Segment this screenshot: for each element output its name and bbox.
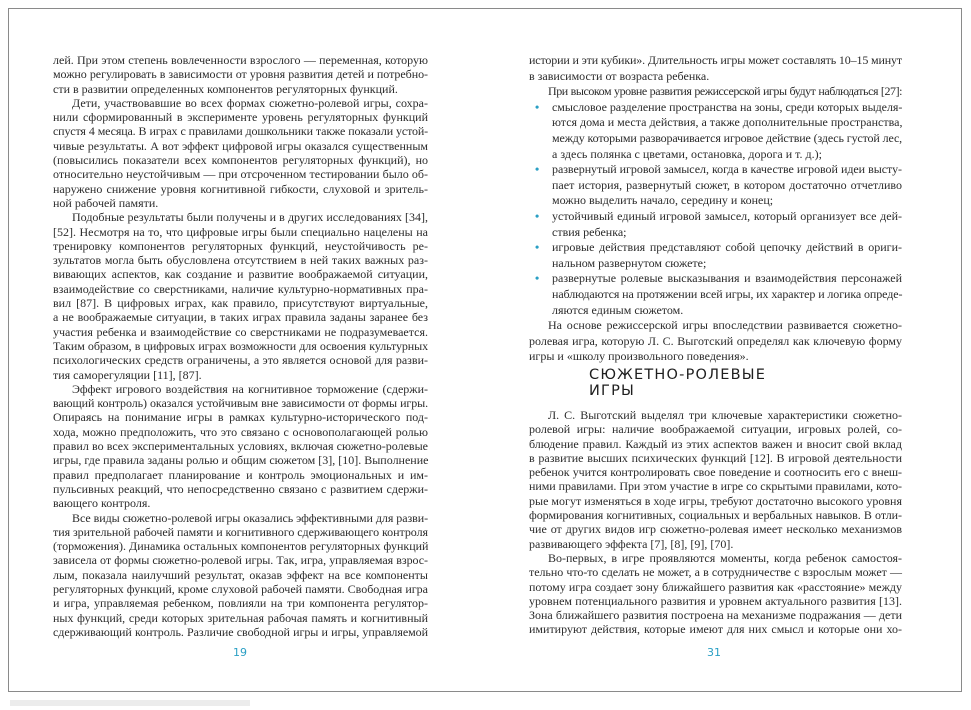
right-page-top-text [529, 53, 902, 365]
bullet-list [529, 100, 902, 318]
text-line: (повысились показатели всех компонентов регуляторных функций), но [53, 153, 428, 168]
text-line: игры и «школу произвольного поведения». [529, 349, 749, 364]
bullet-icon: • [535, 162, 540, 177]
text-line: рые могут изменяться в ходе игры, требуют достаточно высокого уровня [529, 493, 902, 508]
text-line: чие от других видов игр сюжетно-ролевая имеет несколько механизмов [529, 522, 902, 537]
section-heading [589, 367, 766, 399]
section-heading-line: СЮЖЕТНО-РОЛЕВЫЕ [589, 367, 767, 383]
text-line: вил [87]. В цифровых играх, как правило, присутствуют виртуальные, [53, 296, 428, 311]
text-line: вающий контроль) оказался устойчивым вне зависимости от формы игры. [53, 396, 428, 411]
text-line: хода, можно предположить, что это связано с основополагающей ролью [53, 424, 428, 439]
text-line: Подобные результаты были получены и в других исследованиях [34], [72, 210, 428, 225]
text-line: тренировку компонентов регуляторных функций, неустойчивость ре- [53, 238, 428, 253]
paragraph [529, 53, 902, 84]
text-line: пульсивных реакций, что непосредственно связано с развитием сдержи- [53, 481, 428, 496]
text-line: истории и эти кубики». Длительность игры может составлять 10–15 минут [529, 53, 902, 67]
page-number-right: 31 [707, 646, 721, 659]
text-line: Эффект игрового воздействия на когнитивное торможение (сдержи- [72, 381, 428, 396]
text-line: развернутые ролевые высказывания и взаимодействия персонажей [552, 271, 902, 286]
bullet-icon: • [535, 240, 540, 255]
section-body [529, 408, 902, 637]
text-line: ных функций, среди которых зрительная рабочая память и когнитивный [53, 610, 428, 625]
text-line: нили сформированный в эксперименте уровень регуляторных функций [53, 110, 428, 125]
text-line: потому игра создает зону ближайшего развития как «расстояние» между [529, 579, 902, 594]
paragraph [53, 511, 428, 640]
text-line: тия зрительной рабочей памяти и когнитивного сдерживающего контроля [53, 524, 428, 539]
text-line: лым, показала наилучший результат, оказав эффект на все компоненты [53, 567, 428, 582]
text-line: (торможения). Динамика остальных компонентов регуляторных функций [53, 539, 429, 554]
text-line: и игра, управляемая ребенком, повлияли на три компонента регулятор- [53, 596, 428, 611]
text-line: Таким образом, в цифровых играх возможности для освоения культурных [53, 338, 428, 353]
paragraph [529, 551, 902, 637]
paragraph [53, 96, 428, 210]
text-line: Л. С. Выготский выделял три ключевые характеристики сюжетно- [548, 408, 902, 422]
text-line: нальном развернутом сюжете; [552, 255, 707, 270]
page-number-left: 19 [233, 646, 247, 659]
text-line: формирования когнитивных, социальных и вербальных навыков. В отли- [529, 508, 902, 523]
text-line: регуляторных функций, кроме слуховой рабочей памяти. Свободная игра [53, 581, 428, 596]
text-line: наружено снижение уровня когнитивной гибкости, слуховой и зритель- [53, 181, 428, 196]
section-heading-line: ИГРЫ [589, 383, 636, 399]
text-line: лей. При этом степень вовлеченности взрослого — переменная, которую [53, 53, 428, 67]
text-line: взаимодействие со сверстниками, наличие культурно-нормативных пра- [53, 281, 428, 296]
text-line: Зона ближайшего развития построена на механизме подражания — дети [529, 608, 902, 623]
text-line: тия саморегуляции [11], [87]. [53, 367, 202, 382]
text-line: ролевая игра, которую Л. С. Выготский определял как ключевую форму [529, 333, 902, 348]
text-line: между которыми разворачивается игровое действие (здесь густой лес, [552, 130, 902, 145]
text-line: спустя 4 месяца. В играх с правилами дошкольники также показали устой- [53, 124, 428, 139]
text-line: блюдение правил. Каждый из этих аспектов важен и вносит свой вклад [529, 436, 902, 451]
bullet-icon: • [535, 208, 540, 223]
text-line: [52]. Несмотря на то, что цифровые игры были специально нацелены на [53, 224, 428, 239]
left-page-body [53, 53, 428, 639]
text-line: тельно что-то сделать не может, а в сотрудничестве с взрослым может — [529, 565, 902, 580]
text-line: Все виды сюжетно-ролевой игры оказались эффективными для разви- [72, 510, 429, 525]
text-line: ной рабочей памяти. [53, 195, 159, 210]
text-line: Во-первых, в игре проявляются моменты, когда ребенок самостоя- [548, 550, 902, 565]
text-line: На основе режиссерской игры впоследствии развивается сюжетно- [548, 318, 902, 333]
text-line: вивающих аспектов, как создание и развитие воображаемой ситуации, [53, 267, 428, 282]
text-line: Дети, участвовавшие во всех формах сюжетно-ролевой игры, сохра- [72, 95, 428, 110]
text-line: игры, где правила заданы ролью и общим сюжетом [3], [10]. Выполнение [53, 453, 429, 468]
paragraph [53, 53, 428, 96]
text-line: зависела от формы сюжетно-ролевой игры. Так, игра, управляемая взрос- [53, 553, 428, 568]
text-line: а не воображаемые ситуации, в таких играх правила заданы заранее без [53, 310, 428, 325]
text-line: развернутый игровой замысел, когда в качестве игровой идеи высту- [552, 162, 902, 177]
text-line: ребенок учится контролировать свое поведение и соотносить его с внеш- [529, 465, 902, 480]
text-line: а здесь полянка с цветами, остановка, дорога и т. д.); [552, 146, 822, 161]
text-line: пает история, развернутый сюжет, в котором достаточно отчетливо [552, 177, 902, 192]
text-line: психологических средств ограничены, а это является основой для разви- [53, 353, 428, 368]
text-line: чивые результаты. А вот эффект цифровой игры оказался существенным [53, 138, 428, 153]
text-line: зультатов могла быть обусловлена отсутствием в ней таких важных раз- [53, 253, 428, 268]
list-item [529, 209, 902, 240]
list-item [529, 100, 902, 162]
bullet-icon: • [535, 99, 540, 114]
text-line: можно выделить начало, середину и конец; [552, 193, 774, 208]
text-line: в развитие высших психических функций [12]. В игровой деятельности [529, 450, 902, 465]
text-line: ними правилами. При этом участие в игре со скрытыми правилами, кото- [529, 479, 902, 494]
paragraph [53, 210, 428, 382]
list-item [529, 162, 902, 209]
text-line: можно регулировать в зависимости от уровня развития детей и потребно- [53, 67, 428, 82]
text-line: сти в развитии определенных компонентов регуляторных функций. [53, 81, 398, 96]
text-line: При высоком уровне развития режиссерской игры будут наблюдаться [27]: [548, 84, 902, 99]
text-line: правил во всех экспериментальных условиях, включая сюжетно-ролевые [53, 439, 428, 454]
text-line: относительно неустойчивым — при отсроченном тестировании было об- [53, 167, 428, 182]
text-line: наблюдаются на протяжении всей игры, их характер и логика опреде- [552, 286, 903, 301]
text-line: смысловое разделение пространства на зоны, среди которых выделя- [552, 99, 903, 114]
paragraph [529, 318, 902, 365]
text-line: ствия ребенка; [552, 224, 627, 239]
text-line: ляются единым сюжетом. [552, 302, 684, 317]
bullet-icon: • [535, 271, 540, 286]
text-line: сдерживающий контроль. Различие свободной игры и игры, управляемой [53, 624, 428, 639]
text-line: уровнем потенциального развития и уровнем актуального развития [13]. [529, 593, 902, 608]
list-item [529, 271, 902, 318]
text-line: вающего контроля. [53, 496, 151, 511]
text-line: устойчивый единый игровой замысел, который организует все дей- [552, 208, 902, 223]
text-line: правил предполагает планирование и контроль эмоциональных и им- [53, 467, 428, 482]
text-line: участия ребенка и взаимодействие со сверстниками не подразумевается. [53, 324, 428, 339]
text-line: Опираясь на понимание игры в рамках культурно-исторического под- [53, 410, 428, 425]
paragraph [53, 382, 428, 511]
text-line: ются дома и места действия, а также дополнительные пространства, [552, 115, 903, 130]
text-line: развивающего эффекта [7], [8], [9], [70]. [529, 536, 734, 551]
paragraph [529, 84, 902, 100]
text-line: в зависимости от возраста ребенка. [529, 68, 710, 83]
paragraph [529, 408, 902, 551]
text-line: ролевой игры: наличие воображаемой ситуации, игровых ролей, со- [529, 422, 902, 437]
text-line: имитируют действия, которые имеют для них смысл и которые они хо- [529, 622, 902, 637]
text-line: игровые действия представляют собой цепочку действий в ориги- [552, 240, 902, 255]
scroll-shadow [10, 700, 250, 706]
list-item [529, 240, 902, 271]
